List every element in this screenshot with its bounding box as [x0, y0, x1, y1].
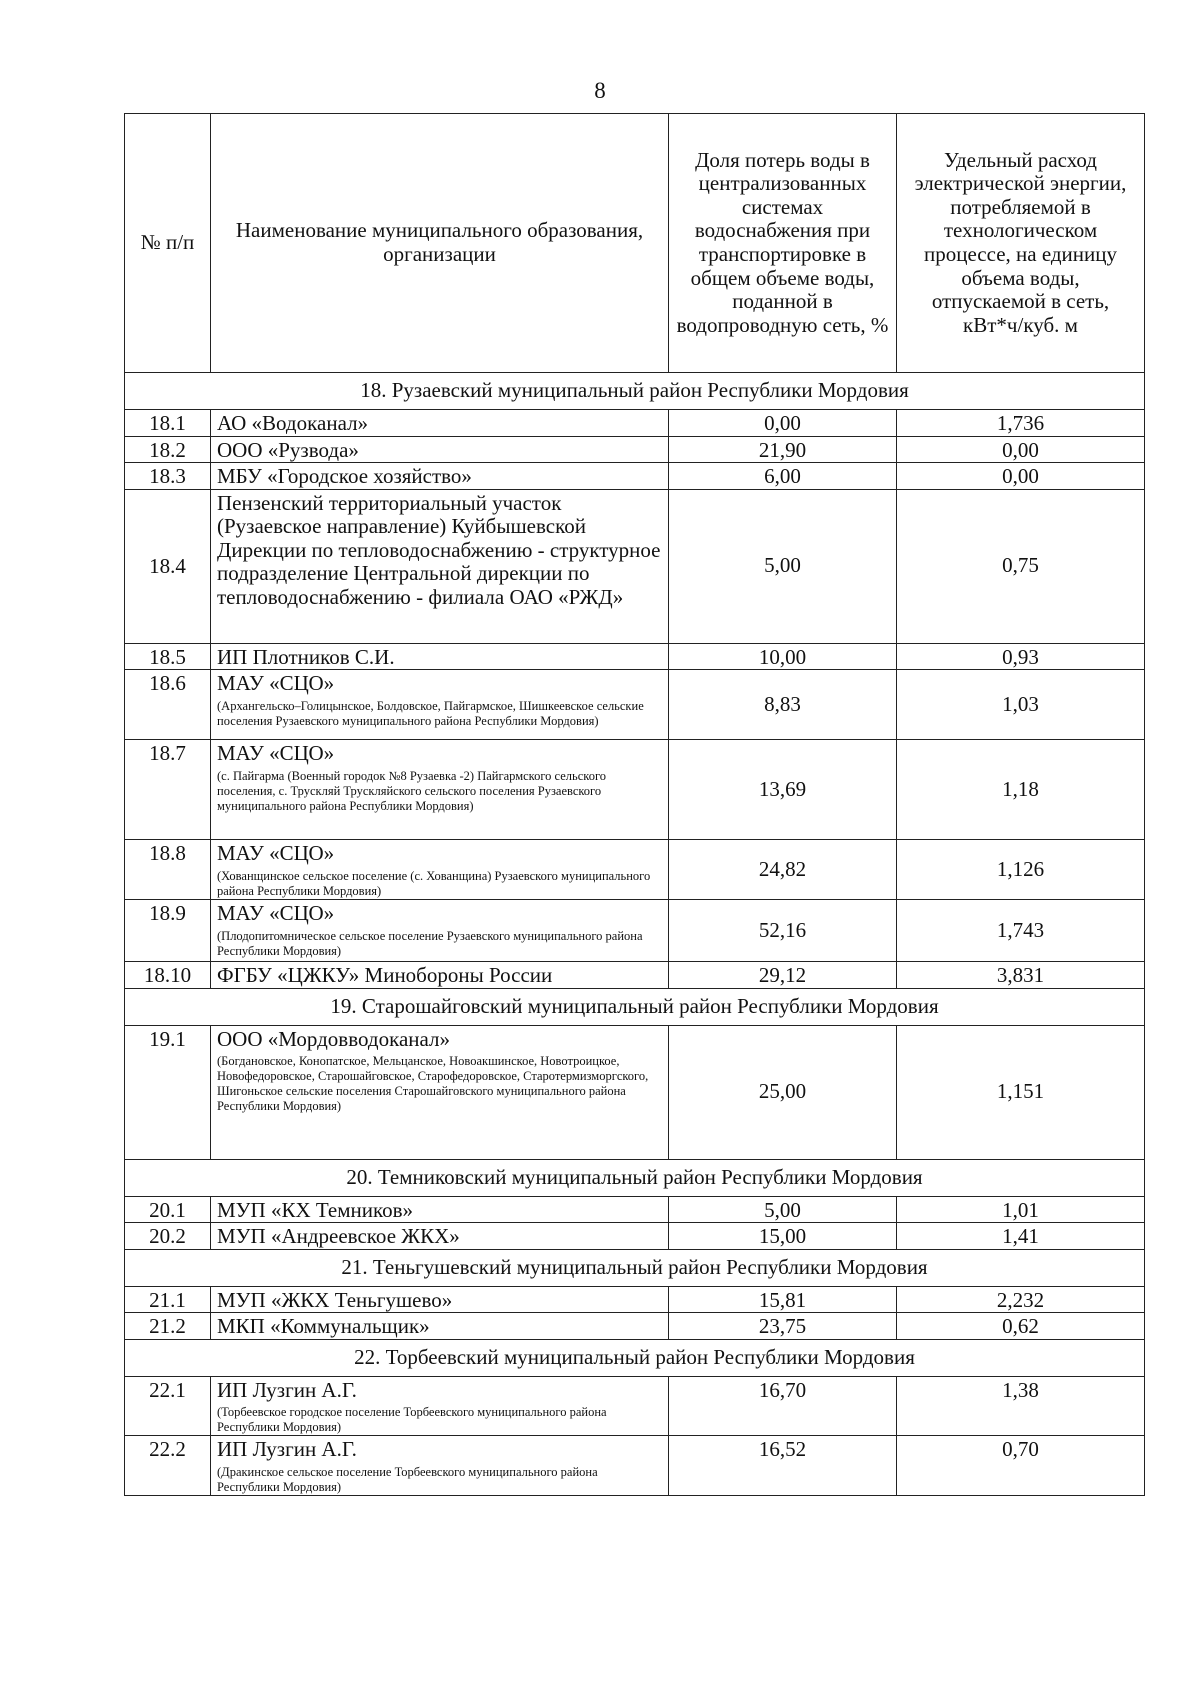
organization-cell — [211, 1286, 669, 1313]
water-loss-value: 25,00 — [669, 1025, 897, 1159]
water-loss-value: 0,00 — [669, 410, 897, 437]
water-loss-value: 10,00 — [669, 643, 897, 670]
header-energy: Удельный расход электрической энергии, потребляемой в технологическом процессе, на единицу объема воды, отпускаемой в сеть, кВт*ч/куб. м — [897, 114, 1145, 373]
table-header — [125, 114, 1145, 373]
organization-cell — [211, 410, 669, 437]
table-row — [125, 1025, 1145, 1159]
row-number: 20.1 — [125, 1196, 211, 1223]
table-row — [125, 840, 1145, 900]
organization-cell — [211, 643, 669, 670]
table-row — [125, 740, 1145, 840]
organization-cell — [211, 436, 669, 463]
organization-cell — [211, 1223, 669, 1250]
organization-name: ИП Лузгин А.Г. — [217, 1377, 357, 1402]
table-row — [125, 463, 1145, 490]
organization-cell — [211, 1436, 669, 1496]
energy-consumption-value: 0,00 — [897, 463, 1145, 490]
section-title: 20. Темниковский муниципальный район Республики Мордовия — [125, 1159, 1145, 1196]
organization-name: ООО «Рузвода» — [217, 437, 359, 462]
energy-consumption-value: 3,831 — [897, 962, 1145, 989]
section-title: 22. Торбеевский муниципальный район Республики Мордовия — [125, 1339, 1145, 1376]
organization-cell — [211, 1196, 669, 1223]
table-row — [125, 670, 1145, 740]
table-row — [125, 1286, 1145, 1313]
energy-consumption-value: 1,743 — [897, 900, 1145, 962]
energy-consumption-value: 0,93 — [897, 643, 1145, 670]
organization-note: (Архангельско–Голицынское, Болдовское, Пайгармское, Шишкеевское сельские поселения Рузаевского муниципального района Республики Мордовия) — [217, 698, 644, 728]
organization-cell — [211, 1313, 669, 1340]
row-number: 21.1 — [125, 1286, 211, 1313]
organization-name: МБУ «Городское хозяйство» — [217, 464, 472, 489]
table-row — [125, 1436, 1145, 1496]
row-number: 22.1 — [125, 1376, 211, 1436]
organization-name: МАУ «СЦО» — [217, 671, 335, 696]
row-number: 18.9 — [125, 900, 211, 962]
energy-consumption-value: 1,736 — [897, 410, 1145, 437]
organization-cell — [211, 840, 669, 900]
section-title: 21. Теньгушевский муниципальный район Республики Мордовия — [125, 1249, 1145, 1286]
organization-note: (Дракинское сельское поселение Торбеевского муниципального района Республики Мордовия) — [217, 1464, 598, 1494]
organization-name: ИП Лузгин А.Г. — [217, 1437, 357, 1462]
organization-note: (Торбеевское городское поселение Торбеевского муниципального района Республики Мордовия) — [217, 1405, 607, 1435]
organization-name: МАУ «СЦО» — [217, 741, 335, 766]
section-row — [125, 373, 1145, 410]
header-num: № п/п — [125, 114, 211, 373]
row-number: 18.1 — [125, 410, 211, 437]
table-row — [125, 1313, 1145, 1340]
energy-consumption-value: 1,151 — [897, 1025, 1145, 1159]
indicators-table — [124, 113, 1145, 1496]
organization-name: МУП «Андреевское ЖКХ» — [217, 1224, 460, 1249]
table-body — [125, 373, 1145, 1496]
water-loss-value: 23,75 — [669, 1313, 897, 1340]
energy-consumption-value: 2,232 — [897, 1286, 1145, 1313]
organization-note: (с. Пайгарма (Военный городок №8 Рузаевка -2) Пайгармского сельского поселения, с. Трускляй Трускляйского сельского поселения Рузаевского муниципального района Республики Мордовия) — [217, 768, 607, 813]
energy-consumption-value: 1,41 — [897, 1223, 1145, 1250]
row-number: 20.2 — [125, 1223, 211, 1250]
header-loss: Доля потерь воды в централизованных системах водоснабжения при транспортировке в общем объеме воды, поданной в водопроводную сеть, % — [669, 114, 897, 373]
header-name: Наименование муниципального образования, организации — [211, 114, 669, 373]
water-loss-value: 15,00 — [669, 1223, 897, 1250]
table-row — [125, 962, 1145, 989]
organization-name: Пензенский территориальный участок (Рузаевское направление) Куйбышевской Дирекции по тепловодоснабжению - структурное подразделение Центральной дирекции по тепловодоснабжению - филиала ОАО «РЖД» — [217, 490, 661, 609]
water-loss-value: 8,83 — [669, 670, 897, 740]
organization-note: (Плодопитомническое сельское поселение Рузаевского муниципального района Республики Мордовия) — [217, 928, 643, 958]
table-row — [125, 900, 1145, 962]
row-number: 18.10 — [125, 962, 211, 989]
energy-consumption-value: 1,01 — [897, 1196, 1145, 1223]
energy-consumption-value: 1,38 — [897, 1376, 1145, 1436]
row-number: 18.5 — [125, 643, 211, 670]
organization-name: МУП «КХ Темников» — [217, 1197, 414, 1222]
organization-cell — [211, 463, 669, 490]
water-loss-value: 13,69 — [669, 740, 897, 840]
page-number: 8 — [594, 78, 606, 103]
organization-name: ФГБУ «ЦЖКУ» Минобороны России — [217, 963, 553, 988]
organization-cell — [211, 1376, 669, 1436]
water-loss-value: 5,00 — [669, 1196, 897, 1223]
section-row — [125, 1249, 1145, 1286]
water-loss-value: 15,81 — [669, 1286, 897, 1313]
row-number: 18.8 — [125, 840, 211, 900]
energy-consumption-value: 1,126 — [897, 840, 1145, 900]
organization-name: МКП «Коммунальщик» — [217, 1314, 430, 1339]
row-number: 21.2 — [125, 1313, 211, 1340]
water-loss-value: 16,70 — [669, 1376, 897, 1436]
row-number: 18.7 — [125, 740, 211, 840]
organization-cell — [211, 740, 669, 840]
table-row — [125, 1223, 1145, 1250]
organization-cell — [211, 962, 669, 989]
table-row — [125, 489, 1145, 643]
energy-consumption-value: 0,70 — [897, 1436, 1145, 1496]
section-title: 19. Старошайговский муниципальный район Республики Мордовия — [125, 988, 1145, 1025]
section-row — [125, 1339, 1145, 1376]
section-title: 18. Рузаевский муниципальный район Республики Мордовия — [125, 373, 1145, 410]
table-row — [125, 410, 1145, 437]
energy-consumption-value: 1,18 — [897, 740, 1145, 840]
table-row — [125, 436, 1145, 463]
water-loss-value: 21,90 — [669, 436, 897, 463]
organization-name: МУП «ЖКХ Теньгушево» — [217, 1287, 453, 1312]
table-row — [125, 1196, 1145, 1223]
energy-consumption-value: 1,03 — [897, 670, 1145, 740]
energy-consumption-value: 0,75 — [897, 489, 1145, 643]
organization-name: ООО «Мордовводоканал» — [217, 1026, 450, 1051]
energy-consumption-value: 0,62 — [897, 1313, 1145, 1340]
organization-name: ИП Плотников С.И. — [217, 644, 395, 669]
water-loss-value: 29,12 — [669, 962, 897, 989]
water-loss-value: 16,52 — [669, 1436, 897, 1496]
section-row — [125, 988, 1145, 1025]
row-number: 18.3 — [125, 463, 211, 490]
row-number: 22.2 — [125, 1436, 211, 1496]
organization-note: (Хованщинское сельское поселение (с. Хованщина) Рузаевского муниципального района Республики Мордовия) — [217, 868, 651, 898]
row-number: 18.2 — [125, 436, 211, 463]
row-number: 19.1 — [125, 1025, 211, 1159]
organization-cell — [211, 489, 669, 643]
organization-cell — [211, 900, 669, 962]
energy-consumption-value: 0,00 — [897, 436, 1145, 463]
row-number: 18.4 — [125, 489, 211, 643]
organization-cell — [211, 1025, 669, 1159]
row-number: 18.6 — [125, 670, 211, 740]
table-row — [125, 643, 1145, 670]
water-loss-value: 52,16 — [669, 900, 897, 962]
organization-cell — [211, 670, 669, 740]
table-row — [125, 1376, 1145, 1436]
water-loss-value: 5,00 — [669, 489, 897, 643]
organization-note: (Богдановское, Конопатское, Мельцанское, Новоакшинское, Новотроицкое, Новофедоровское, Старошайговское, Старофедоровское, Старотермизморгского, Шигоньское сельские поселения Старошайговского муниципального района Республики Мордовия) — [217, 1054, 649, 1114]
section-row — [125, 1159, 1145, 1196]
water-loss-value: 24,82 — [669, 840, 897, 900]
organization-name: МАУ «СЦО» — [217, 841, 335, 866]
organization-name: МАУ «СЦО» — [217, 901, 335, 926]
organization-name: АО «Водоканал» — [217, 411, 369, 435]
water-loss-value: 6,00 — [669, 463, 897, 490]
